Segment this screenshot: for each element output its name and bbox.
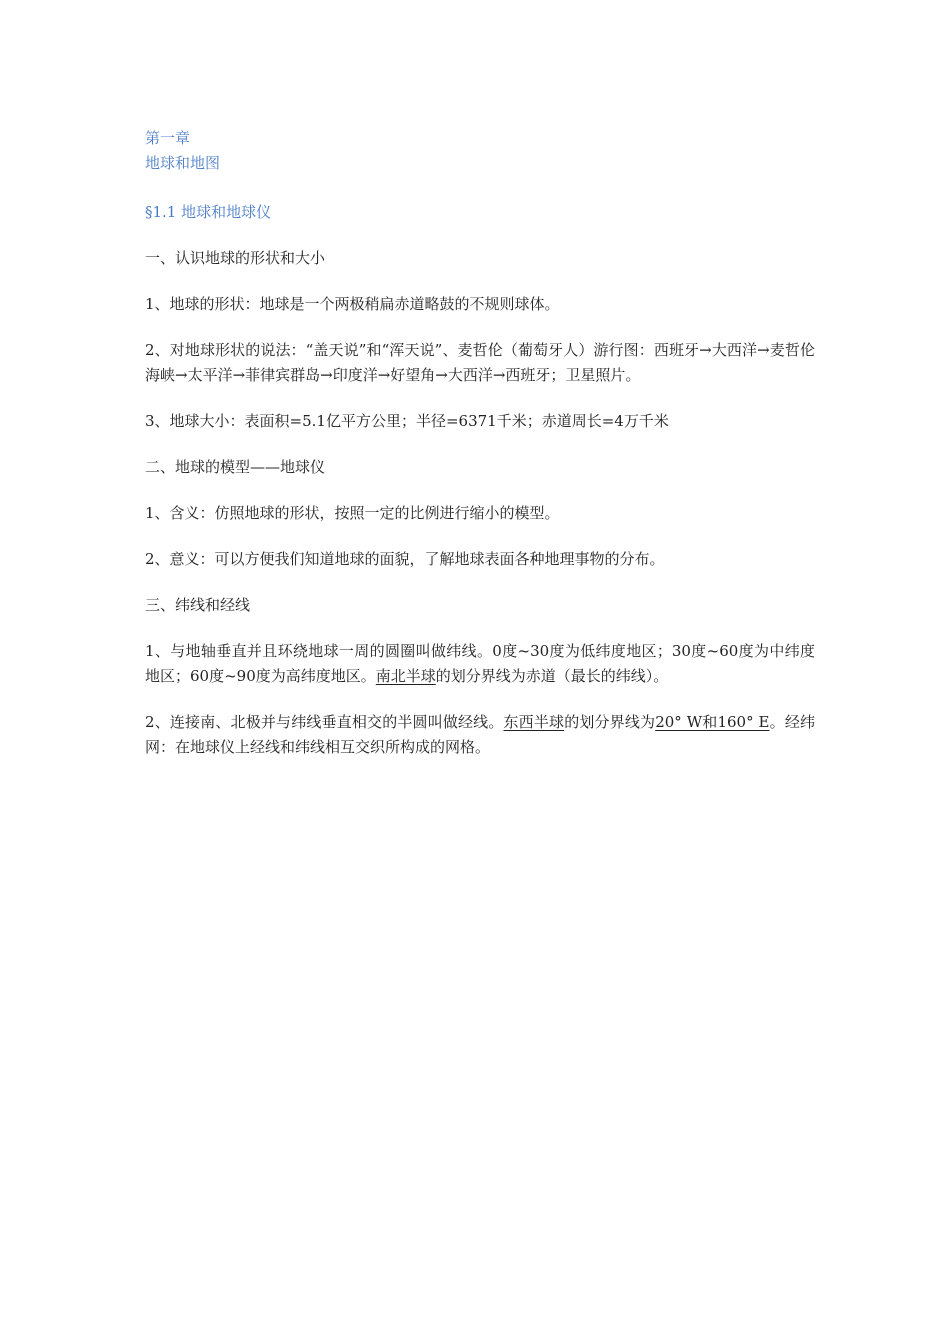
document-page xyxy=(145,126,815,760)
part1-heading: 一、认识地球的形状和大小 xyxy=(145,249,326,267)
part3-paragraph-1 xyxy=(145,639,815,689)
part1-paragraph-2: 2、对地球形状的说法：“盖天说”和“浑天说”、麦哲伦（葡萄牙人）游行图：西班牙→大西洋→麦哲伦海峡→太平洋→菲律宾群岛→印度洋→好望角→大西洋→西班牙；卫星照片。 xyxy=(145,341,815,384)
part1-paragraph-1: 1、地球的形状：地球是一个两极稍扁赤道略鼓的不规则球体。 xyxy=(145,295,560,313)
part2-paragraph-2: 2、意义：可以方便我们知道地球的面貌，了解地球表面各种地理事物的分布。 xyxy=(145,550,665,568)
part2-paragraph-1: 1、含义：仿照地球的形状，按照一定的比例进行缩小的模型。 xyxy=(145,504,560,522)
chapter-title: 地球和地图 xyxy=(145,154,221,172)
east-west-hemisphere-term: 东西半球 xyxy=(503,713,565,731)
section-title: §1.1 地球和地球仪 xyxy=(145,203,272,221)
part3-paragraph-2 xyxy=(145,710,815,760)
longitude-definition-text: 2、连接南、北极并与纬线垂直相交的半圆叫做经线。 xyxy=(145,713,504,731)
north-south-hemisphere-term: 南北半球 xyxy=(375,667,436,685)
part3-heading: 三、纬线和经线 xyxy=(145,596,251,614)
boundary-meridians: 20° W和160° E xyxy=(655,713,770,731)
part1-paragraph-3: 3、地球大小：表面积=5.1亿平方公里；半径=6371千米；赤道周长=4万千米 xyxy=(145,412,669,430)
boundary-intro-text: 的划分界线为 xyxy=(564,713,656,731)
latitude-definition-text: 1、与地轴垂直并且环绕地球一周的圆圈叫做纬线。0度~30度为低纬度地区；30度~60度为中纬度地区；60度~90度为高纬度地区。 xyxy=(145,642,815,685)
part2-heading: 二、地球的模型——地球仪 xyxy=(145,458,326,476)
graticule-definition-text: 。经纬网：在地球仪上经线和纬线相互交织所构成的网格。 xyxy=(145,713,815,756)
chapter-number: 第一章 xyxy=(145,129,191,147)
equator-boundary-text: 的划分界线为赤道（最长的纬线）。 xyxy=(435,667,669,685)
